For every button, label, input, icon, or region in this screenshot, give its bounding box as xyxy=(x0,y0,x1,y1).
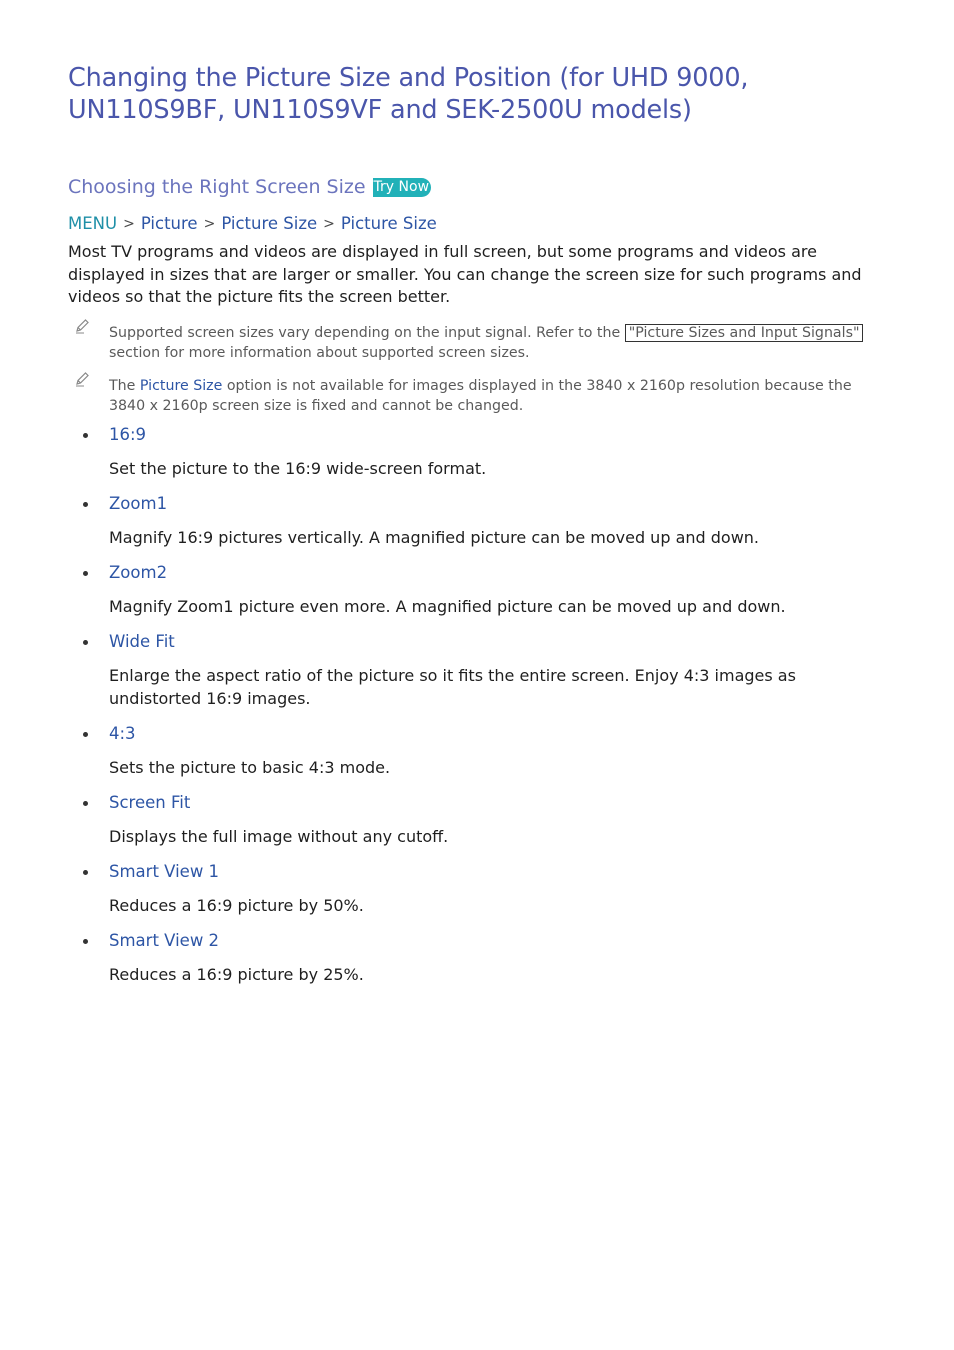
breadcrumb-menu[interactable]: MENU xyxy=(68,214,118,233)
list-item xyxy=(68,631,888,710)
option-description: Reduces a 16:9 picture by 50%. xyxy=(109,895,364,915)
bullet-icon xyxy=(83,433,88,438)
option-term: Zoom1 xyxy=(109,493,168,513)
chevron-right-icon: > xyxy=(123,216,135,232)
option-term: Wide Fit xyxy=(109,631,175,651)
option-term: Zoom2 xyxy=(109,562,168,582)
list-item xyxy=(68,930,888,986)
note-screen-sizes xyxy=(68,323,888,363)
bullet-icon xyxy=(83,870,88,875)
list-item xyxy=(68,562,888,618)
option-term: 16:9 xyxy=(109,424,147,444)
option-description: Magnify 16:9 pictures vertically. A magnified picture can be moved up and down. xyxy=(109,527,760,547)
breadcrumb-picture-size-final[interactable]: Picture Size xyxy=(340,214,437,233)
bullet-icon xyxy=(83,801,88,806)
list-item xyxy=(68,861,888,917)
bullet-icon xyxy=(83,502,88,507)
option-description: Set the picture to the 16:9 wide-screen format. xyxy=(109,458,487,478)
picture-size-options xyxy=(68,424,888,986)
pencil-icon xyxy=(74,318,90,334)
section-heading xyxy=(68,174,888,200)
breadcrumb-picture-size[interactable]: Picture Size xyxy=(221,214,318,233)
chevron-right-icon: > xyxy=(203,216,216,232)
bullet-icon xyxy=(83,732,88,737)
option-description: Reduces a 16:9 picture by 25%. xyxy=(109,964,364,984)
try-now-button[interactable]: Try Now xyxy=(373,178,430,195)
note-text: option is not available for images displayed in the 3840 x 2160p resolution because the 3840 x 2160p screen size is fixed and cannot be changed. xyxy=(109,377,852,414)
option-term: Screen Fit xyxy=(109,792,191,812)
list-item xyxy=(68,424,888,480)
note-text: section for more information about supported screen sizes. xyxy=(109,344,530,361)
picture-sizes-link[interactable]: "Picture Sizes and Input Signals" xyxy=(625,324,864,342)
picture-size-term: Picture Size xyxy=(139,377,223,394)
option-term: 4:3 xyxy=(109,723,136,743)
bullet-icon xyxy=(83,571,88,576)
chevron-right-icon: > xyxy=(323,216,335,232)
note-4k-fixed xyxy=(68,376,888,416)
breadcrumb xyxy=(68,213,888,235)
option-term: Smart View 1 xyxy=(109,861,220,881)
list-item xyxy=(68,493,888,549)
section-heading-text: Choosing the Right Screen Size xyxy=(68,176,366,198)
list-item xyxy=(68,723,888,779)
list-item xyxy=(68,792,888,848)
breadcrumb-picture[interactable]: Picture xyxy=(140,214,198,233)
page-content xyxy=(68,62,888,999)
option-description: Displays the full image without any cutoff. xyxy=(109,826,449,846)
intro-paragraph: Most TV programs and videos are displayed in full screen, but some programs and videos are displayed in sizes that are larger or smaller. You can change the screen size for such programs and videos so that the picture fits the screen better. xyxy=(68,242,862,306)
option-description: Sets the picture to basic 4:3 mode. xyxy=(109,757,391,777)
bullet-icon xyxy=(83,939,88,944)
note-text: The xyxy=(109,377,136,394)
option-description: Enlarge the aspect ratio of the picture so it fits the entire screen. Enjoy 4:3 images as undistorted 16:9 images. xyxy=(109,665,796,708)
page-title: Changing the Picture Size and Position (for UHD 9000, UN110S9BF, UN110S9VF and SEK-2500U models) xyxy=(68,63,749,125)
pencil-icon xyxy=(74,371,90,387)
note-text: Supported screen sizes vary depending on the input signal. Refer to the xyxy=(109,324,621,341)
bullet-icon xyxy=(83,640,88,645)
option-description: Magnify Zoom1 picture even more. A magnified picture can be moved up and down. xyxy=(109,596,786,616)
option-term: Smart View 2 xyxy=(109,930,220,950)
